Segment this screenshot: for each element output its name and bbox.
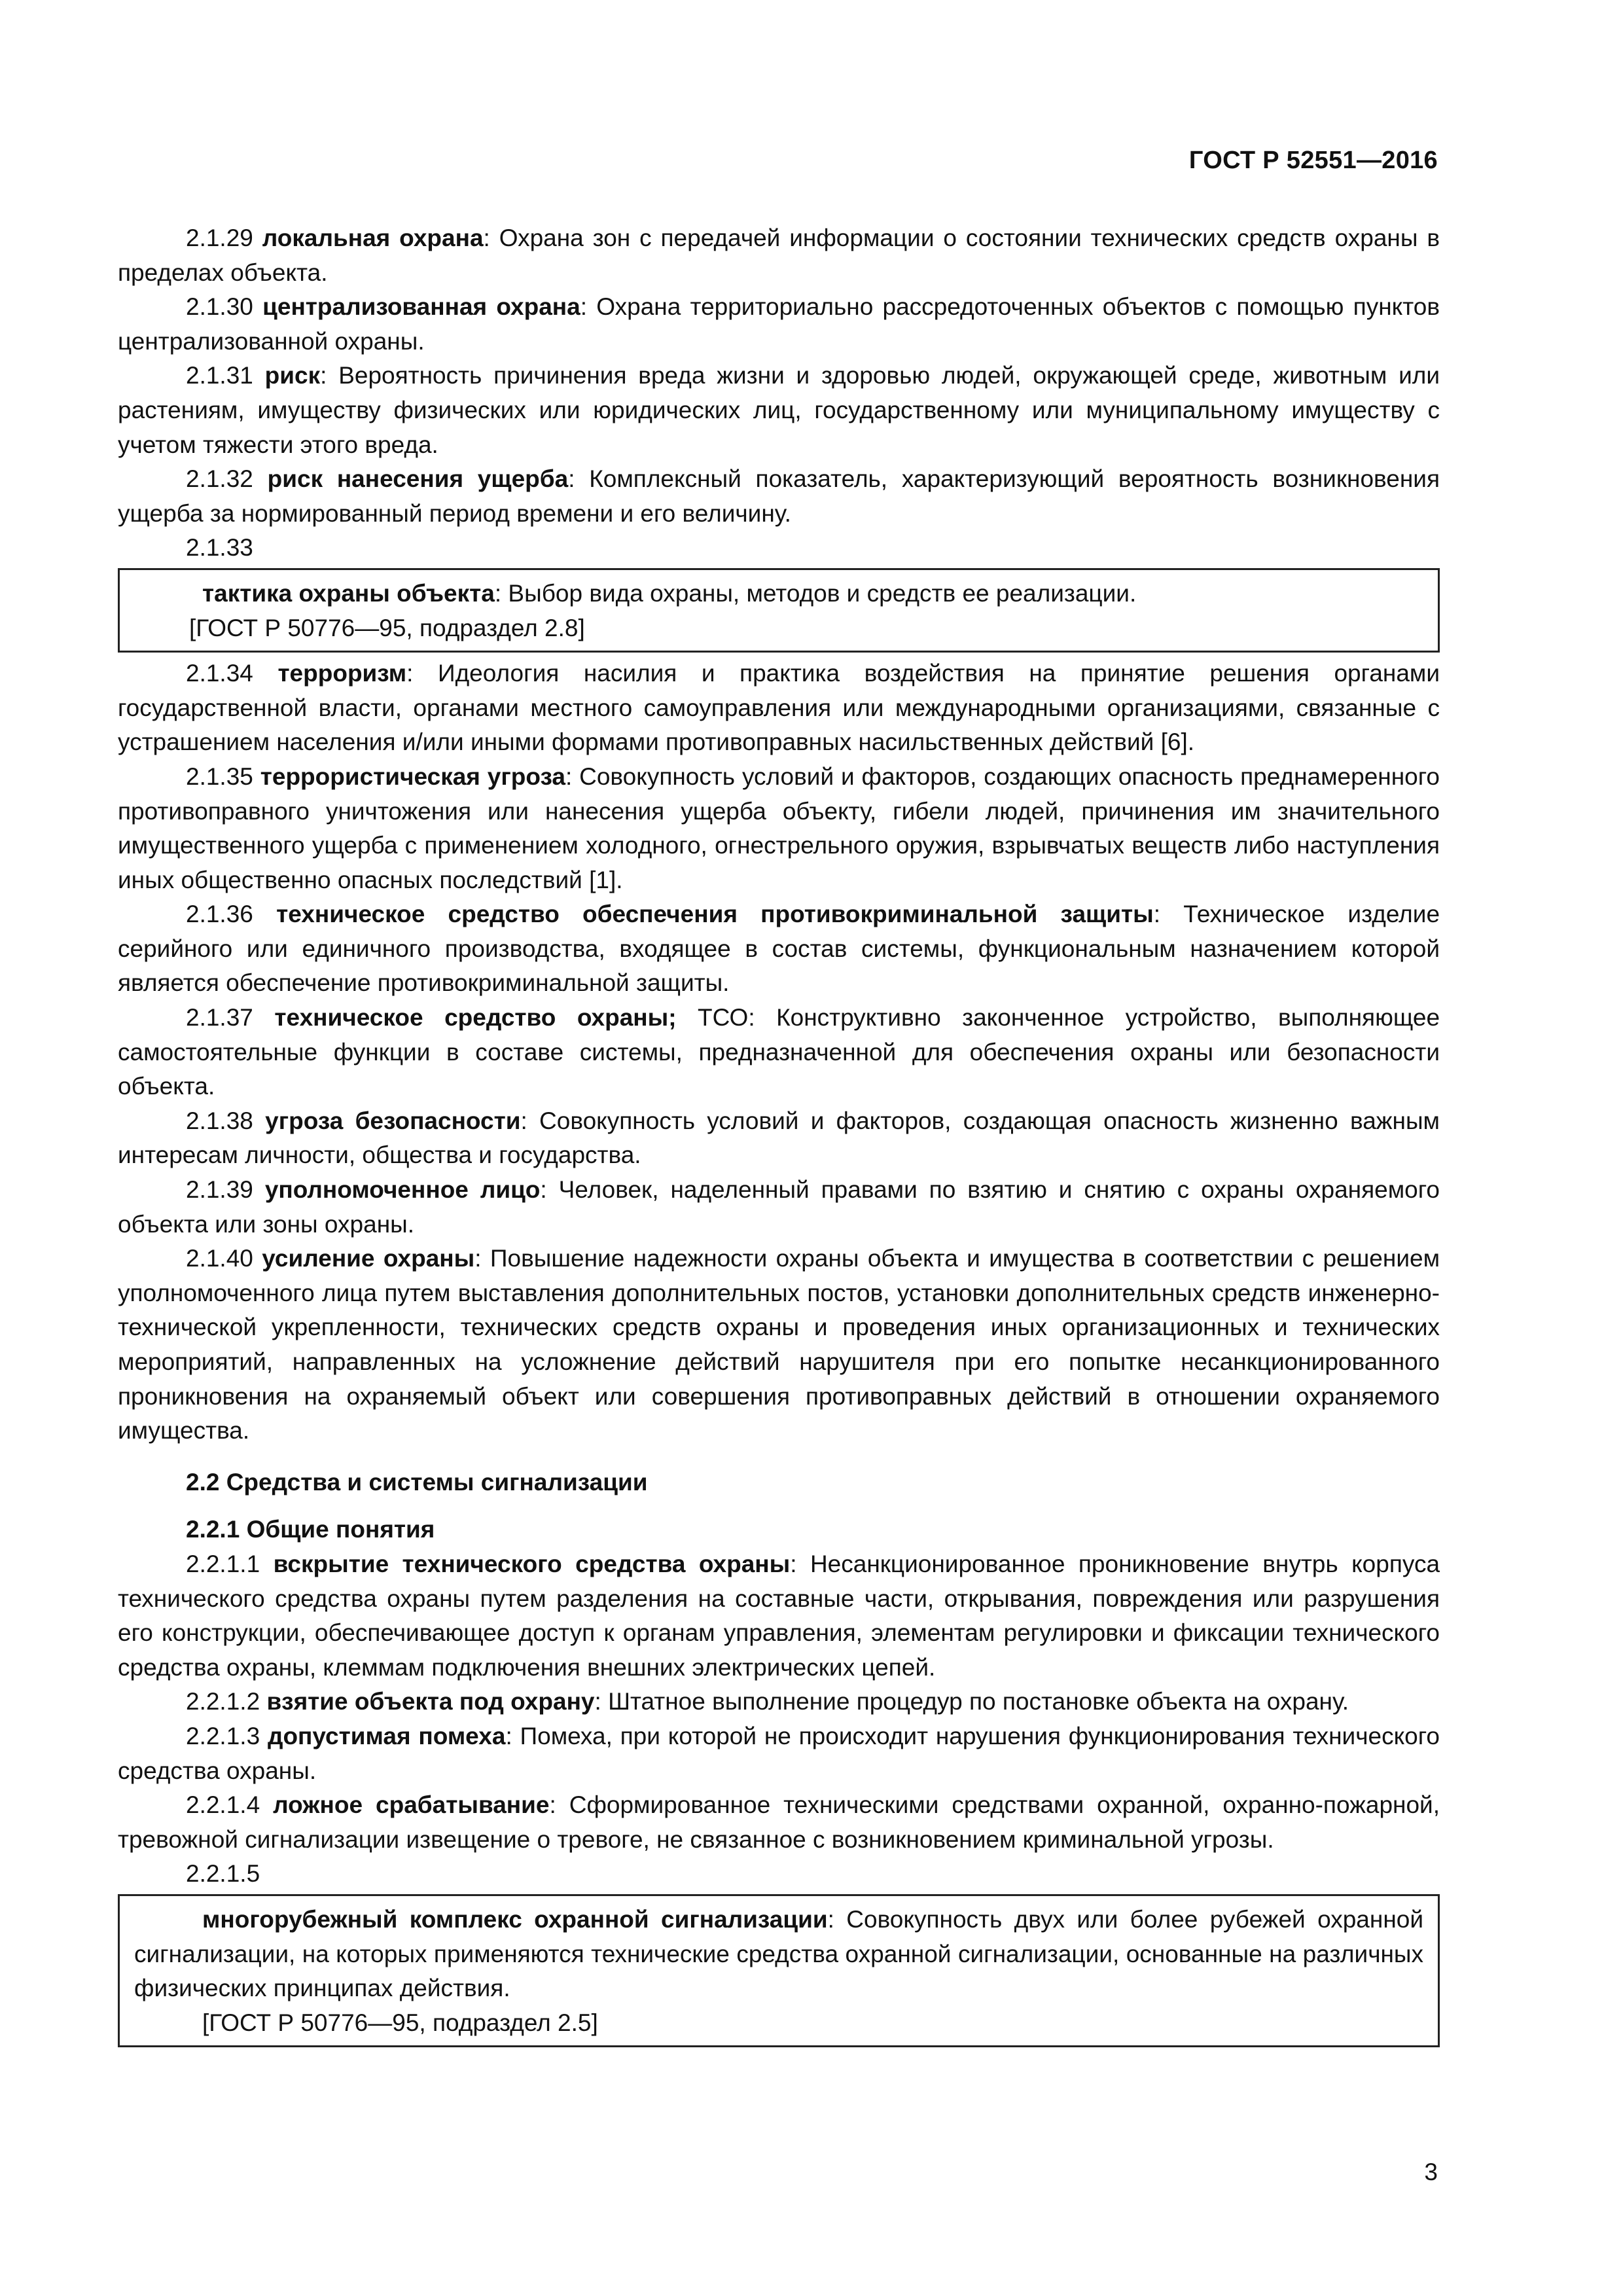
document-standard-id: ГОСТ Р 52551—2016 bbox=[1188, 147, 1438, 174]
term-title: риск нанесения ущерба bbox=[267, 465, 569, 493]
term-number-2-1-33: 2.1.33 bbox=[186, 534, 253, 562]
term-entry-2-2-1-1: 2.2.1.1 вскрытие технического средства охраны: Несанкционированное проникновение внутрь корпуса технического средства охраны путем разделения на составные части, открывания, повреждения или разрушения его конструкции, обеспечивающее доступ к органам управления, элементам регулировки и фиксации технического средства охраны, клеммам подключения внешних электрических цепей. bbox=[118, 1550, 1440, 1681]
term-definition: Охрана территориально рассредоточенных объектов с помощью пунктов централизованной охраны. bbox=[118, 293, 1440, 355]
subsection-heading: 2.2.1 Общие понятия bbox=[186, 1516, 435, 1543]
term-entry-2-1-35: 2.1.35 террористическая угроза: Совокупность условий и факторов, создающих опасность преднамеренного противоправного уничтожения или нанесения ущерба объекту, гибели людей, причинения им значительного имущественного ущерба с применением холодного, огнестрельного оружия, взрывчатых веществ либо наступления иных общественно опасных последствий [1]. bbox=[118, 762, 1440, 893]
term-number: 2.1.29 bbox=[186, 224, 253, 251]
term-number: 2.2.1.1 bbox=[186, 1550, 260, 1577]
boxed-term-text: многорубежный комплекс охранной сигнализации: Совокупность двух или более рубежей охранной сигнализации, на которых применяются технические средства охранной сигнализации, основанные на различных физических принципах действия. bbox=[134, 1905, 1424, 2002]
term-title: централизованная охрана bbox=[262, 293, 580, 321]
term-entry-2-1-36: 2.1.36 техническое средство обеспечения противокриминальной защиты: Техническое изделие серийного или единичного производства, входящее в состав системы, функциональным назначением которой является обеспечение противокриминальной защиты. bbox=[118, 901, 1440, 997]
term-entry-2-2-1-2: 2.2.1.2 взятие объекта под охрану: Штатное выполнение процедур по постановке объекта на охрану. bbox=[186, 1688, 1349, 1715]
term-number: 2.2.1.4 bbox=[186, 1791, 260, 1819]
term-entry-2-1-38: 2.1.38 угроза безопасности: Совокупность условий и факторов, создающая опасность жизненно важным интересам личности, общества и государства. bbox=[118, 1107, 1440, 1169]
term-definition: Штатное выполнение процедур по постановке объекта на охрану. bbox=[608, 1688, 1349, 1715]
term-title: тактика охраны объекта bbox=[202, 579, 495, 607]
term-definition: Совокупность условий и факторов, создающая опасность жизненно важным интересам личности, общества и государства. bbox=[118, 1107, 1440, 1169]
term-title: техническое средство охраны; bbox=[274, 1004, 677, 1031]
term-title: уполномоченное лицо bbox=[264, 1176, 541, 1204]
term-number: 2.1.31 bbox=[186, 362, 253, 389]
term-entry-2-2-1-3: 2.2.1.3 допустимая помеха: Помеха, при которой не происходит нарушения функционирования технического средства охраны. bbox=[118, 1722, 1440, 1784]
term-number: 2.1.36 bbox=[186, 901, 253, 928]
term-definition: Несанкционированное проникновение внутрь корпуса технического средства охраны путем разделения на составные части, открывания, повреждения или разрушения его конструкции, обеспечивающее доступ к органам управления, элементам регулировки и фиксации технического средства охраны, клеммам подключения внешних электрических цепей. bbox=[118, 1550, 1440, 1681]
boxed-term-2-1-33 bbox=[118, 568, 1440, 653]
term-number: 2.2.1.3 bbox=[186, 1722, 260, 1749]
section-heading: 2.2 Средства и системы сигнализации bbox=[186, 1468, 648, 1496]
term-entry-2-1-32: 2.1.32 риск нанесения ущерба: Комплексный показатель, характеризующий вероятность возникновения ущерба за нормированный период времени и его величину. bbox=[118, 465, 1440, 527]
term-definition: Совокупность условий и факторов, создающих опасность преднамеренного противоправного уничтожения или нанесения ущерба объекту, гибели людей, причинения им значительного имущественного ущерба с применением холодного, огнестрельного оружия, взрывчатых веществ либо наступления иных общественно опасных последствий [1]. bbox=[118, 762, 1440, 893]
term-definition: Человек, наделенный правами по взятию и снятию с охраны охраняемого объекта или зоны охраны. bbox=[118, 1176, 1440, 1238]
term-definition: Выбор вида охраны, методов и средств ее реализации. bbox=[508, 579, 1137, 607]
term-entry-2-1-40: 2.1.40 усиление охраны: Повышение надежности охраны объекта и имущества в соответствии с решением уполномоченного лица путем выставления дополнительных постов, установки дополнительных средств инженерно-технической укрепленности, технических средств охраны и проведения иных организационных и технических мероприятий, направленных на усложнение действий нарушителя при его попытке несанкционированного проникновения на охраняемый объект или совершения противоправных действий в отношении охраняемого имущества. bbox=[118, 1245, 1440, 1444]
term-entry-2-2-1-4: 2.2.1.4 ложное срабатывание: Сформированное техническими средствами охранной, охранно-пожарной, тревожной сигнализации извещение о тревоге, не связанное с возникновением криминальной угрозы. bbox=[118, 1791, 1440, 1853]
term-definition: Повышение надежности охраны объекта и имущества в соответствии с решением уполномоченного лица путем выставления дополнительных постов, установки дополнительных средств инженерно-технической укрепленности, технических средств охраны и проведения иных организационных и технических мероприятий, направленных на усложнение действий нарушителя при его попытке несанкционированного проникновения на охраняемый объект или совершения противоправных действий в отношении охраняемого имущества. bbox=[118, 1245, 1440, 1444]
term-number: 2.1.34 bbox=[186, 660, 253, 687]
term-title: техническое средство обеспечения противокриминальной защиты bbox=[276, 901, 1154, 928]
term-definition: Комплексный показатель, характеризующий вероятность возникновения ущерба за нормированный период времени и его величину. bbox=[118, 465, 1440, 527]
term-number: 2.1.30 bbox=[186, 293, 253, 321]
term-entry-2-1-37 bbox=[118, 1001, 1440, 1104]
term-number: 2.1.40 bbox=[186, 1245, 253, 1272]
term-number-2-2-1-5: 2.2.1.5 bbox=[186, 1860, 260, 1888]
term-title: допустимая помеха bbox=[267, 1722, 506, 1749]
term-entry-2-1-34: 2.1.34 терроризм: Идеология насилия и практика воздействия на принятие решения органами государственной власти, органами местного самоуправления или международными организациями, связанные с устрашением населения и/или иными формами противоправных насильственных действий [6]. bbox=[118, 660, 1440, 756]
term-title: риск bbox=[264, 362, 321, 389]
term-definition: Идеология насилия и практика воздействия на принятие решения органами государственной власти, органами местного самоуправления или международными организациями, связанные с устрашением населения и/или иными формами противоправных насильственных действий [6]. bbox=[118, 660, 1440, 756]
term-number: 2.1.37 bbox=[186, 1004, 253, 1031]
term-title: терроризм bbox=[277, 660, 407, 687]
term-number: 2.1.32 bbox=[186, 465, 253, 493]
term-definition: Вероятность причинения вреда жизни и здоровью людей, окружающей среде, животным или растениям, имуществу физических или юридических лиц, государственному или муниципальному имуществу с учетом тяжести этого вреда. bbox=[118, 362, 1440, 458]
page-number: 3 bbox=[1424, 2159, 1438, 2185]
document-body bbox=[118, 221, 1440, 2051]
term-number: 2.1.38 bbox=[186, 1107, 253, 1134]
boxed-term-2-2-1-5 bbox=[118, 1894, 1440, 2047]
term-definition: Техническое изделие серийного или единичного производства, входящее в состав системы, функциональным назначением которой является обеспечение противокриминальной защиты. bbox=[118, 901, 1440, 997]
term-reference: [ГОСТ Р 50776—95, подраздел 2.8] bbox=[189, 614, 585, 641]
term-number: 2.2.1.2 bbox=[186, 1688, 260, 1715]
term-number: 2.1.39 bbox=[186, 1176, 253, 1204]
term-title: взятие объекта под охрану bbox=[266, 1688, 595, 1715]
term-definition: Совокупность двух или более рубежей охранной сигнализации, на которых применяются технические средства охранной сигнализации, основанные на различных физических принципах действия. bbox=[134, 1905, 1424, 2002]
term-title: террористическая угроза bbox=[260, 762, 565, 790]
term-title: многорубежный комплекс охранной сигнализации bbox=[202, 1905, 828, 1933]
term-entry-2-1-31: 2.1.31 риск: Вероятность причинения вреда жизни и здоровью людей, окружающей среде, животным или растениям, имуществу физических или юридических лиц, государственному или муниципальному имуществу с учетом тяжести этого вреда. bbox=[118, 362, 1440, 458]
term-title: локальная охрана bbox=[262, 224, 484, 251]
term-title: ложное срабатывание bbox=[273, 1791, 550, 1819]
boxed-term-text: тактика охраны объекта: Выбор вида охраны, методов и средств ее реализации. bbox=[202, 579, 1137, 607]
term-entry-2-1-29: 2.1.29 локальная охрана: Охрана зон с передачей информации о состоянии технических средств охраны в пределах объекта. bbox=[118, 224, 1440, 286]
term-title: усиление охраны bbox=[262, 1245, 475, 1272]
term-definition: Помеха, при которой не происходит нарушения функционирования технического средства охраны. bbox=[118, 1722, 1440, 1784]
term-reference: [ГОСТ Р 50776—95, подраздел 2.5] bbox=[202, 2009, 598, 2036]
term-title: угроза безопасности bbox=[265, 1107, 521, 1134]
term-definition: ТСО: Конструктивно законченное устройство, выполняющее самостоятельные функции в составе системы, предназначенной для обеспечения охраны или безопасности объекта. bbox=[118, 1004, 1440, 1100]
term-entry-2-1-30: 2.1.30 централизованная охрана: Охрана территориально рассредоточенных объектов с помощью пунктов централизованной охраны. bbox=[118, 293, 1440, 355]
term-title: вскрытие технического средства охраны bbox=[273, 1550, 791, 1577]
term-definition: Сформированное техническими средствами охранной, охранно-пожарной, тревожной сигнализации извещение о тревоге, не связанное с возникновением криминальной угрозы. bbox=[118, 1791, 1440, 1853]
term-definition: Охрана зон с передачей информации о состоянии технических средств охраны в пределах объекта. bbox=[118, 224, 1440, 286]
term-entry-2-1-39: 2.1.39 уполномоченное лицо: Человек, наделенный правами по взятию и снятию с охраны охраняемого объекта или зоны охраны. bbox=[118, 1176, 1440, 1238]
term-number: 2.1.35 bbox=[186, 762, 253, 790]
